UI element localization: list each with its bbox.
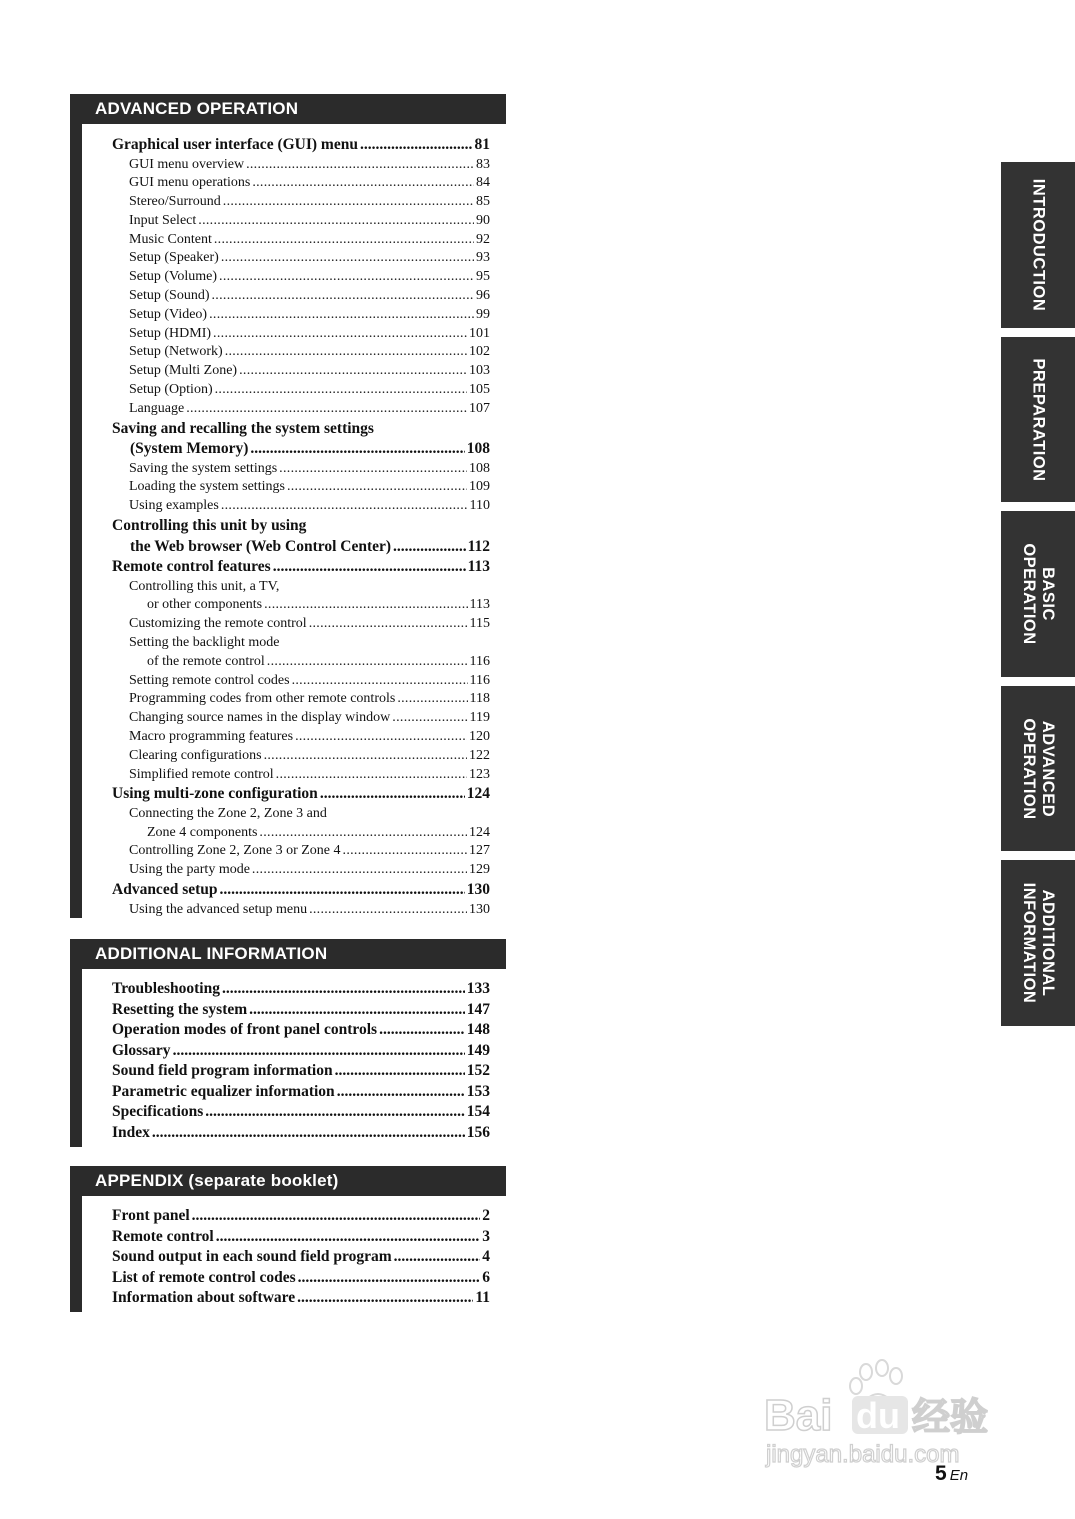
tab-preparation[interactable]: [1001, 337, 1075, 502]
toc-entry: [112, 306, 490, 325]
tab-label-line2: INFORMATION: [1020, 882, 1038, 1004]
toc-entry: [112, 419, 490, 440]
toc-leader-dots: [379, 1020, 465, 1041]
toc-entry-title: List of remote control codes: [112, 1268, 296, 1286]
toc-entry: [112, 1288, 490, 1309]
toc-entry-page: 124: [466, 785, 490, 803]
page-language: En: [949, 1467, 969, 1484]
toc-entry-page: 109: [469, 479, 490, 495]
toc-entry-page: 152: [466, 1062, 490, 1079]
toc-leader-dots: [213, 325, 467, 344]
toc-entry: [112, 439, 490, 460]
toc-leader-dots: [223, 193, 474, 212]
toc-leader-dots: [279, 460, 467, 479]
toc-entry-title: Stereo/Surround: [129, 194, 221, 210]
toc-entry: [112, 709, 490, 728]
toc-leader-dots: [267, 653, 468, 672]
tab-label-line2: OPERATION: [1020, 717, 1038, 820]
toc-entry: [112, 1227, 490, 1248]
toc-entry-title: Saving and recalling the system settings: [112, 419, 374, 437]
toc-entry: [112, 193, 490, 212]
tab-introduction[interactable]: [1001, 162, 1075, 328]
toc-entry-page: 116: [469, 672, 490, 688]
toc-entry-title: Controlling this unit by using: [112, 517, 307, 535]
toc-entry-page: 96: [476, 288, 490, 304]
section-title: APPENDIX (separate booklet): [70, 1166, 506, 1196]
toc-entry: [112, 747, 490, 766]
toc-entry-page: 119: [469, 710, 490, 726]
toc-entry-title: Controlling Zone 2, Zone 3 or Zone 4: [129, 843, 341, 859]
toc-leader-dots: [252, 861, 467, 880]
toc-entry-page: 108: [466, 440, 490, 458]
toc-entry-title: Simplified remote control: [129, 766, 274, 782]
toc-entry-title: Controlling this unit, a TV,: [129, 578, 280, 594]
toc-leader-dots: [252, 174, 474, 193]
toc-entry-page: 149: [466, 1041, 490, 1059]
toc-leader-dots: [239, 362, 467, 381]
toc-entry: [112, 634, 490, 653]
toc-entry-title: Customizing the remote control: [129, 616, 307, 632]
toc-list: [70, 1196, 506, 1309]
toc-leader-dots: [225, 343, 467, 362]
toc-entry-title: Sound field program information: [112, 1062, 333, 1079]
toc-leader-dots: [216, 1227, 481, 1248]
toc-entry: [112, 537, 490, 558]
toc-entry: [112, 231, 490, 250]
toc-entry-page: 113: [467, 558, 490, 576]
toc-entry-page: 122: [469, 747, 490, 763]
toc-entry-title: Parametric equalizer information: [112, 1082, 335, 1100]
toc-entry-page: 154: [466, 1103, 490, 1120]
toc-leader-dots: [221, 497, 468, 516]
tab-additional-information[interactable]: [1001, 860, 1075, 1026]
tab-label: PREPARATION: [1029, 357, 1048, 482]
toc-entry: [112, 596, 490, 615]
toc-entry: [112, 1123, 490, 1144]
toc-entry-page: 101: [469, 325, 490, 341]
toc-entry: [112, 249, 490, 268]
toc-leader-dots: [212, 287, 475, 306]
toc-entry-title: or other components: [147, 597, 263, 613]
toc-entry: [112, 325, 490, 344]
toc-entry: [112, 979, 490, 1000]
toc-entry-title: Using the party mode: [129, 862, 250, 878]
toc-leader-dots: [221, 249, 474, 268]
toc-leader-dots: [337, 1082, 465, 1103]
toc-entry: [112, 672, 490, 691]
toc-leader-dots: [320, 784, 465, 805]
toc-entry-title: Specifications: [112, 1103, 204, 1120]
toc-entry-page: 124: [469, 824, 490, 840]
toc-entry: [112, 784, 490, 805]
toc-entry-title: Setup (Option): [129, 382, 213, 398]
tab-label-line1: BASIC: [1039, 567, 1057, 621]
section-title: ADDITIONAL INFORMATION: [70, 939, 506, 969]
toc-leader-dots: [335, 1061, 465, 1082]
toc-entry-page: 148: [466, 1021, 490, 1038]
toc-leader-dots: [298, 1268, 481, 1289]
toc-leader-dots: [273, 557, 466, 578]
toc-entry-title: GUI menu operations: [129, 175, 251, 191]
toc-entry-page: 2: [482, 1207, 490, 1224]
toc-entry-title: Changing source names in the display window: [129, 710, 391, 726]
toc-entry: [112, 478, 490, 497]
toc-entry-title: Resetting the system: [112, 1000, 248, 1018]
toc-entry: [112, 174, 490, 193]
toc-entry: [112, 557, 490, 578]
tab-label: [1019, 718, 1057, 819]
toc-entry: [112, 497, 490, 516]
toc-entry: [112, 805, 490, 824]
toc-entry: [112, 1102, 490, 1123]
toc-entry-title: Front panel: [112, 1207, 190, 1224]
section-title: ADVANCED OPERATION: [70, 94, 506, 124]
toc-entry-title: Macro programming features: [129, 728, 294, 744]
toc-entry-page: 118: [469, 691, 490, 707]
toc-entry: [112, 516, 490, 537]
toc-entry-page: 113: [469, 597, 490, 613]
toc-entry: [112, 1020, 490, 1041]
toc-entry: [112, 135, 490, 156]
toc-entry-title: Using examples: [129, 498, 219, 514]
toc-entry-page: 123: [469, 766, 490, 782]
toc-entry-page: 130: [466, 881, 490, 898]
toc-entry-page: 81: [474, 136, 490, 153]
toc-entry-title: (System Memory): [130, 440, 249, 458]
tab-label-line1: ADVANCED: [1039, 720, 1057, 817]
toc-entry: [112, 1041, 490, 1062]
toc-entry-title: Using the advanced setup menu: [129, 901, 308, 917]
toc-entry-title: Using multi-zone configuration: [112, 785, 318, 803]
toc-entry-title: Setup (Video): [129, 306, 208, 322]
tab-label: [1019, 543, 1057, 644]
toc-entry-page: 90: [476, 212, 490, 228]
toc-entry: [112, 1000, 490, 1021]
toc-entry: [112, 842, 490, 861]
toc-leader-dots: [295, 728, 467, 747]
toc-leader-dots: [259, 824, 467, 843]
toc-entry-title: Setup (HDMI): [129, 325, 212, 341]
toc-entry: [112, 880, 490, 901]
toc-leader-dots: [276, 766, 467, 785]
toc-leader-dots: [214, 231, 474, 250]
toc-leader-dots: [198, 212, 474, 231]
toc-entry-page: 156: [466, 1123, 490, 1141]
toc-entry-title: Input Select: [129, 212, 197, 228]
toc-entry-title: Zone 4 components: [147, 824, 258, 840]
toc-entry-page: 116: [469, 653, 490, 669]
section-advanced-operation: [70, 94, 506, 918]
tab-basic-operation[interactable]: [1001, 511, 1075, 677]
toc-entry-title: Music Content: [129, 231, 212, 247]
toc-leader-dots: [264, 747, 467, 766]
toc-leader-dots: [394, 1247, 481, 1268]
toc-entry: [112, 381, 490, 400]
section-appendix: [70, 1166, 506, 1312]
section-additional-information: [70, 939, 506, 1147]
toc-list: [70, 969, 506, 1143]
toc-leader-dots: [186, 400, 467, 419]
toc-leader-dots: [173, 1041, 465, 1062]
toc-entry-page: 93: [476, 250, 490, 266]
toc-entry: [112, 1268, 490, 1289]
toc-entry-page: 99: [476, 306, 490, 322]
watermark-url: jingyan.baidu.com: [766, 1441, 960, 1468]
toc-leader-dots: [297, 1288, 473, 1309]
toc-leader-dots: [209, 306, 474, 325]
toc-entry: [112, 268, 490, 287]
toc-entry: [112, 460, 490, 479]
toc-entry-title: Troubleshooting: [112, 980, 220, 997]
toc-entry-page: 127: [469, 843, 490, 859]
toc-entry-title: GUI menu overview: [129, 156, 245, 172]
toc-list: [70, 124, 506, 919]
toc-entry-title: Setup (Multi Zone): [129, 363, 238, 379]
toc-leader-dots: [309, 615, 468, 634]
toc-entry-title: Saving the system settings: [129, 460, 278, 476]
tab-advanced-operation[interactable]: [1001, 686, 1075, 851]
toc-entry-title: of the remote control: [147, 653, 265, 669]
toc-entry-title: Setting remote control codes: [129, 672, 290, 688]
toc-leader-dots: [220, 880, 465, 901]
tab-label-line2: OPERATION: [1020, 543, 1038, 645]
toc-leader-dots: [292, 672, 468, 691]
toc-entry-page: 120: [469, 728, 490, 744]
toc-leader-dots: [249, 1000, 465, 1021]
toc-entry-title: Setup (Network): [129, 344, 223, 360]
toc-entry-page: 108: [469, 460, 490, 476]
toc-entry: [112, 1247, 490, 1268]
toc-leader-dots: [250, 439, 464, 460]
toc-entry-title: Connecting the Zone 2, Zone 3 and: [129, 805, 327, 821]
toc-leader-dots: [246, 156, 474, 175]
tab-label: [1019, 883, 1057, 1004]
toc-leader-dots: [192, 1206, 481, 1227]
toc-entry: [112, 861, 490, 880]
toc-entry: [112, 1082, 490, 1103]
toc-entry-page: 102: [469, 344, 490, 360]
toc-leader-dots: [152, 1123, 465, 1144]
toc-entry: [112, 1061, 490, 1082]
toc-entry-title: Setup (Sound): [129, 288, 210, 304]
toc-entry: [112, 901, 490, 920]
toc-entry-page: 129: [469, 862, 490, 878]
tab-label: INTRODUCTION: [1029, 178, 1048, 312]
toc-entry-title: Remote control: [112, 1227, 214, 1245]
toc-entry-title: Setup (Volume): [129, 269, 218, 285]
toc-leader-dots: [205, 1102, 464, 1123]
toc-leader-dots: [360, 135, 473, 156]
toc-entry-page: 85: [476, 194, 490, 210]
toc-entry-title: Loading the system settings: [129, 479, 285, 495]
toc-entry-page: 95: [476, 269, 490, 285]
baidu-watermark: [760, 1358, 1010, 1468]
toc-entry-title: Language: [129, 400, 185, 416]
toc-entry-page: 11: [475, 1289, 490, 1306]
toc-entry-page: 92: [476, 231, 490, 247]
watermark-text-du: du: [856, 1395, 900, 1436]
toc-entry-title: Programming codes from other remote controls: [129, 691, 396, 707]
toc-entry-page: 103: [469, 363, 490, 379]
toc-entry: [112, 615, 490, 634]
toc-leader-dots: [392, 709, 467, 728]
toc-entry-page: 83: [476, 156, 490, 172]
toc-entry-page: 107: [469, 400, 490, 416]
watermark-text-jingyan: 经验: [912, 1395, 989, 1439]
toc-entry-title: Operation modes of front panel controls: [112, 1021, 378, 1038]
toc-entry: [112, 212, 490, 231]
toc-leader-dots: [287, 478, 467, 497]
toc-entry-page: 6: [482, 1268, 490, 1286]
toc-entry-page: 110: [469, 498, 490, 514]
toc-entry-title: Setting the backlight mode: [129, 634, 280, 650]
toc-leader-dots: [397, 690, 467, 709]
toc-entry-page: 84: [476, 175, 490, 191]
toc-entry: [112, 400, 490, 419]
toc-leader-dots: [215, 381, 467, 400]
toc-entry: [112, 343, 490, 362]
toc-leader-dots: [222, 979, 465, 1000]
toc-leader-dots: [343, 842, 467, 861]
toc-entry-title: Glossary: [112, 1041, 171, 1059]
toc-entry-page: 147: [466, 1000, 490, 1018]
toc-entry: [112, 287, 490, 306]
toc-entry-page: 112: [467, 537, 490, 555]
toc-entry-title: the Web browser (Web Control Center): [130, 537, 392, 555]
toc-entry: [112, 766, 490, 785]
toc-entry-page: 105: [469, 382, 490, 398]
toc-entry: [112, 1206, 490, 1227]
tab-label-line1: ADDITIONAL: [1039, 889, 1057, 997]
page-number: [935, 1462, 968, 1486]
toc-entry-title: Remote control features: [112, 558, 271, 576]
toc-entry-title: Index: [112, 1123, 150, 1141]
toc-leader-dots: [264, 596, 467, 615]
toc-entry-title: Advanced setup: [112, 881, 218, 898]
toc-entry-page: 115: [469, 616, 490, 632]
toc-entry: [112, 824, 490, 843]
toc-entry: [112, 156, 490, 175]
toc-leader-dots: [393, 537, 466, 558]
toc-leader-dots: [219, 268, 474, 287]
toc-entry-title: Clearing configurations: [129, 747, 262, 763]
toc-entry-title: Information about software: [112, 1289, 296, 1306]
toc-entry: [112, 690, 490, 709]
toc-entry-page: 4: [482, 1248, 490, 1265]
toc-entry-title: Setup (Speaker): [129, 250, 219, 266]
watermark-text-bai: Bai: [764, 1391, 833, 1440]
toc-entry: [112, 728, 490, 747]
toc-entry-title: Sound output in each sound field program: [112, 1248, 392, 1265]
toc-leader-dots: [309, 901, 467, 920]
toc-entry-page: 130: [469, 901, 490, 917]
toc-entry: [112, 578, 490, 597]
toc-entry: [112, 362, 490, 381]
page-number-value: 5: [935, 1462, 947, 1485]
toc-entry: [112, 653, 490, 672]
toc-entry-page: 133: [466, 980, 490, 997]
toc-entry-title: Graphical user interface (GUI) menu: [112, 136, 358, 153]
toc-entry-page: 3: [482, 1227, 490, 1245]
toc-entry-page: 153: [466, 1082, 490, 1100]
